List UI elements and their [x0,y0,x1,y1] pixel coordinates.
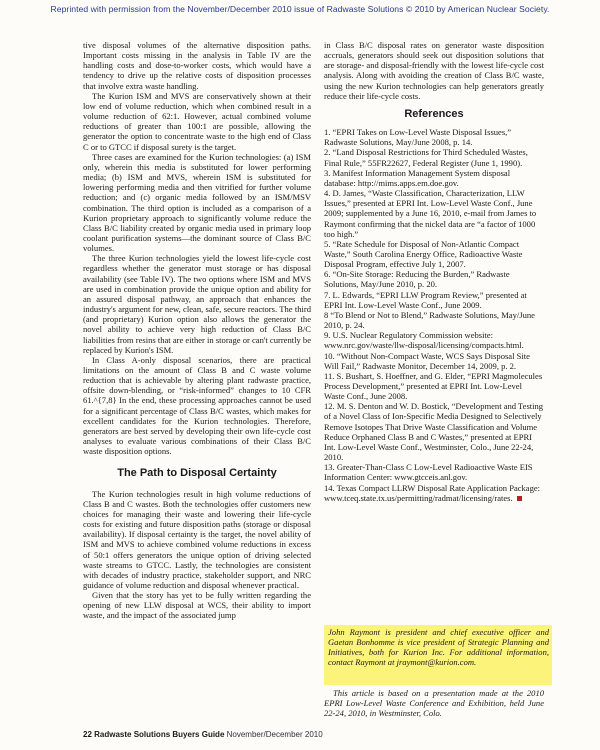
reprint-notice: Reprinted with permission from the November/December 2010 issue of Radwaste Solutions © 2010 by American Nuclear Society. [50,4,550,14]
reference-item: 12. M. S. Denton and W. D. Bostick, “Development and Testing of a Novel Class of Ion-Specific Media Designed to Selectively Remove Isotopes That Drive Waste Classification and Volume Reduce Orphaned Class B and C Wastes,” presented at EPRI Int. Low-Level Waste Conf., Westminster, Colo., June 22-24, 2010. [324,401,544,463]
section-heading: The Path to Disposal Certainty [117,467,277,480]
body-paragraph: Three cases are examined for the Kurion technologies: (a) ISM only, wherein this media is substituted for lower performing media; (b) ISM and MVS, wherein ISM is substituted for lowering performing media and then vitrified for further volume reduction; and (c) organic media followed by an ISM/MSV combination. The third option is included as a comparison of a Kurion proprietary approach to significantly volume reduce the Class B/C liability created by organic media used in primary loop coolant purification systems—the dominant source of Class B/C volumes. [83,151,311,254]
issue-date: November/December 2010 [226,730,323,739]
reference-item[interactable]: 9. U.S. Nuclear Regulatory Commission website: www.nrc.gov/waste/llw-disposal/licensing/compacts.html. [324,330,524,351]
body-paragraph: The three Kurion technologies yield the lowest life-cycle cost regardless whether the generator must storage or has disposal availability (see Table IV). The two options where ISM and MVS are used in combination provide the unique option and ability for an assured disposal pathway, an approach that enhances the industry's argument for new, clean, safe, secure reactors. The third (and proprietary) Kurion option also allows the generator the novel ability to achieve very high reduction of Class B/C liabilities from resins that are either in storage or can't currently be replaced by Kurion's ISM. [83,253,311,355]
author-bio-box: John Raymont is president and chief executive officer and Gaetan Bonhomme is vice president of Strategic Planning and Initiatives, both for Kurion Inc. For additional information, contact Raymont at jraymont@kurion.com. [324,625,552,685]
body-paragraph: Given that the story has yet to be fully written regarding the opening of new LLW disposal at WCS, their ability to import waste, and the impact of the associated jump [83,590,311,621]
reference-item: 7. L. Edwards, “EPRI LLW Program Review,” presented at EPRI Int. Low-Level Waste Conf., June 2009. [324,289,527,310]
body-paragraph: The Kurion technologies result in high volume reductions of Class B and C wastes. Both the technologies offer customers new choices for managing their waste and lowering their life-cycle costs for existing and future disposition paths (storage or disposal availability). If disposal certainty is the target, the novel ability of ISM and MVS to achieve combined volume reductions in excess of 50:1 offers generators the unique option of driving selected waste streams to GTCC. Lastly, the technologies are consistent with decades of industry practice, stakeholder support, and NRC guidance of volume reduction and disposal whenever practical. [83,488,311,590]
references-heading: References [404,107,464,120]
reference-item: 10. “Without Non-Compact Waste, WCS Says Disposal Site Will Fail,” Radwaste Monitor, December 14, 2009, p. 2. [324,350,530,371]
publication-title: Radwaste Solutions Buyers Guide [94,730,225,739]
body-paragraph: In Class A-only disposal scenarios, there are practical limitations on the amount of Class B and C waste volume reduction that is achievable by altering plant radwaste practice, offsite down-blending, or “risk-informed” changes to 10 CFR 61.^{7,8} In the end, these processing approaches cannot be used for a significant percentage of Class B/C wastes, which makes for excellent candidates for the Kurion technologies. Therefore, generators are best served by developing their own life-cycle cost analyses to evaluate various combinations of their Class B/C waste disposition options. [83,354,311,457]
reference-item: 2. “Land Disposal Restrictions for Third Scheduled Wastes, Final Rule,” 55FR22627, Federal Register (June 1, 1990). [324,147,528,168]
body-paragraph: tive disposal volumes of the alternative disposition paths. Important costs missing in the analysis in Table IV are the handling costs and dose-to-worker costs, which would have a tendency to drive up the relative costs of disposition processes that involve extra waste handling. [83,40,311,91]
reference-item: 5. “Rate Schedule for Disposal of Non-Atlantic Compact Waste,” South Carolina Energy Office, Radioactive Waste Disposal Program, effective July 1, 2007. [324,238,523,270]
presentation-note: This article is based on a presentation made at the 2010 EPRI Low-Level Waste Conference and Exhibition, held June 22-24, 2010, in Westminster, Colo. [324,688,544,719]
body-paragraph: The Kurion ISM and MVS are conservatively shown at their low end of volume reduction, which when combined result in a volume reduction of 62:1. However, actual combined volume reductions of greater than 100:1 are possible, allowing the generator the option to concentrate waste to the high end of Class C or to GTCC if disposal surety is the target. [83,90,311,152]
right-column [324,40,544,503]
reference-item[interactable]: 13. Greater-Than-Class C Low-Level Radioactive Waste EIS Information Center: www.gtcceis.anl.gov. [324,462,533,483]
reference-item: 1. “EPRI Takes on Low-Level Waste Disposal Issues,” Radwaste Solutions, May/June 2008, p. 14. [324,127,512,148]
reference-item[interactable]: 3. Manifest Information Management System disposal database: http://mims.apps.em.doe.gov. [324,167,511,188]
page-footer [83,730,323,739]
page-number: 22 [83,730,92,739]
reference-item[interactable]: 14. Texas Compact LLRW Disposal Rate Application Package: www.tceq.state.tx.us/permitting/radmat/licensing/rates. [324,482,541,503]
body-paragraph: in Class B/C disposal rates on generator waste disposition accruals, generators should seek out disposition solutions that are storage- and disposal-friendly with the lowest life-cycle cost analysis. Along with avoiding the creation of Class B/C waste, using the new Kurion technologies can help generators greatly reduce their life-cycle costs. [324,40,544,101]
reference-item: 11. S. Bushart, S. Hoeffner, and G. Elder, “EPRI Magmolecules Process Development,” presented at EPRI Int. Low-Level Waste Conf., June 2008. [324,370,543,402]
reference-item: 6. “On-Site Storage: Reducing the Burden,” Radwaste Solutions, May/June 2010, p. 20. [324,269,510,290]
reference-item: 4. D. James, “Waste Classification, Characterization, LLW Issues,” presented at EPRI Int. Low-Level Waste Conf., June 2009; supplemented by a June 16, 2010, e-mail from James to Raymont confirming that the nickel data are “a factor of 1000 too high.” [324,188,537,239]
reference-item: 8 “To Blend or Not to Blend,” Radwaste Solutions, May/June 2010, p. 24. [324,309,535,331]
left-column [83,40,311,621]
references-list [324,127,544,503]
end-of-article-mark [517,496,522,501]
